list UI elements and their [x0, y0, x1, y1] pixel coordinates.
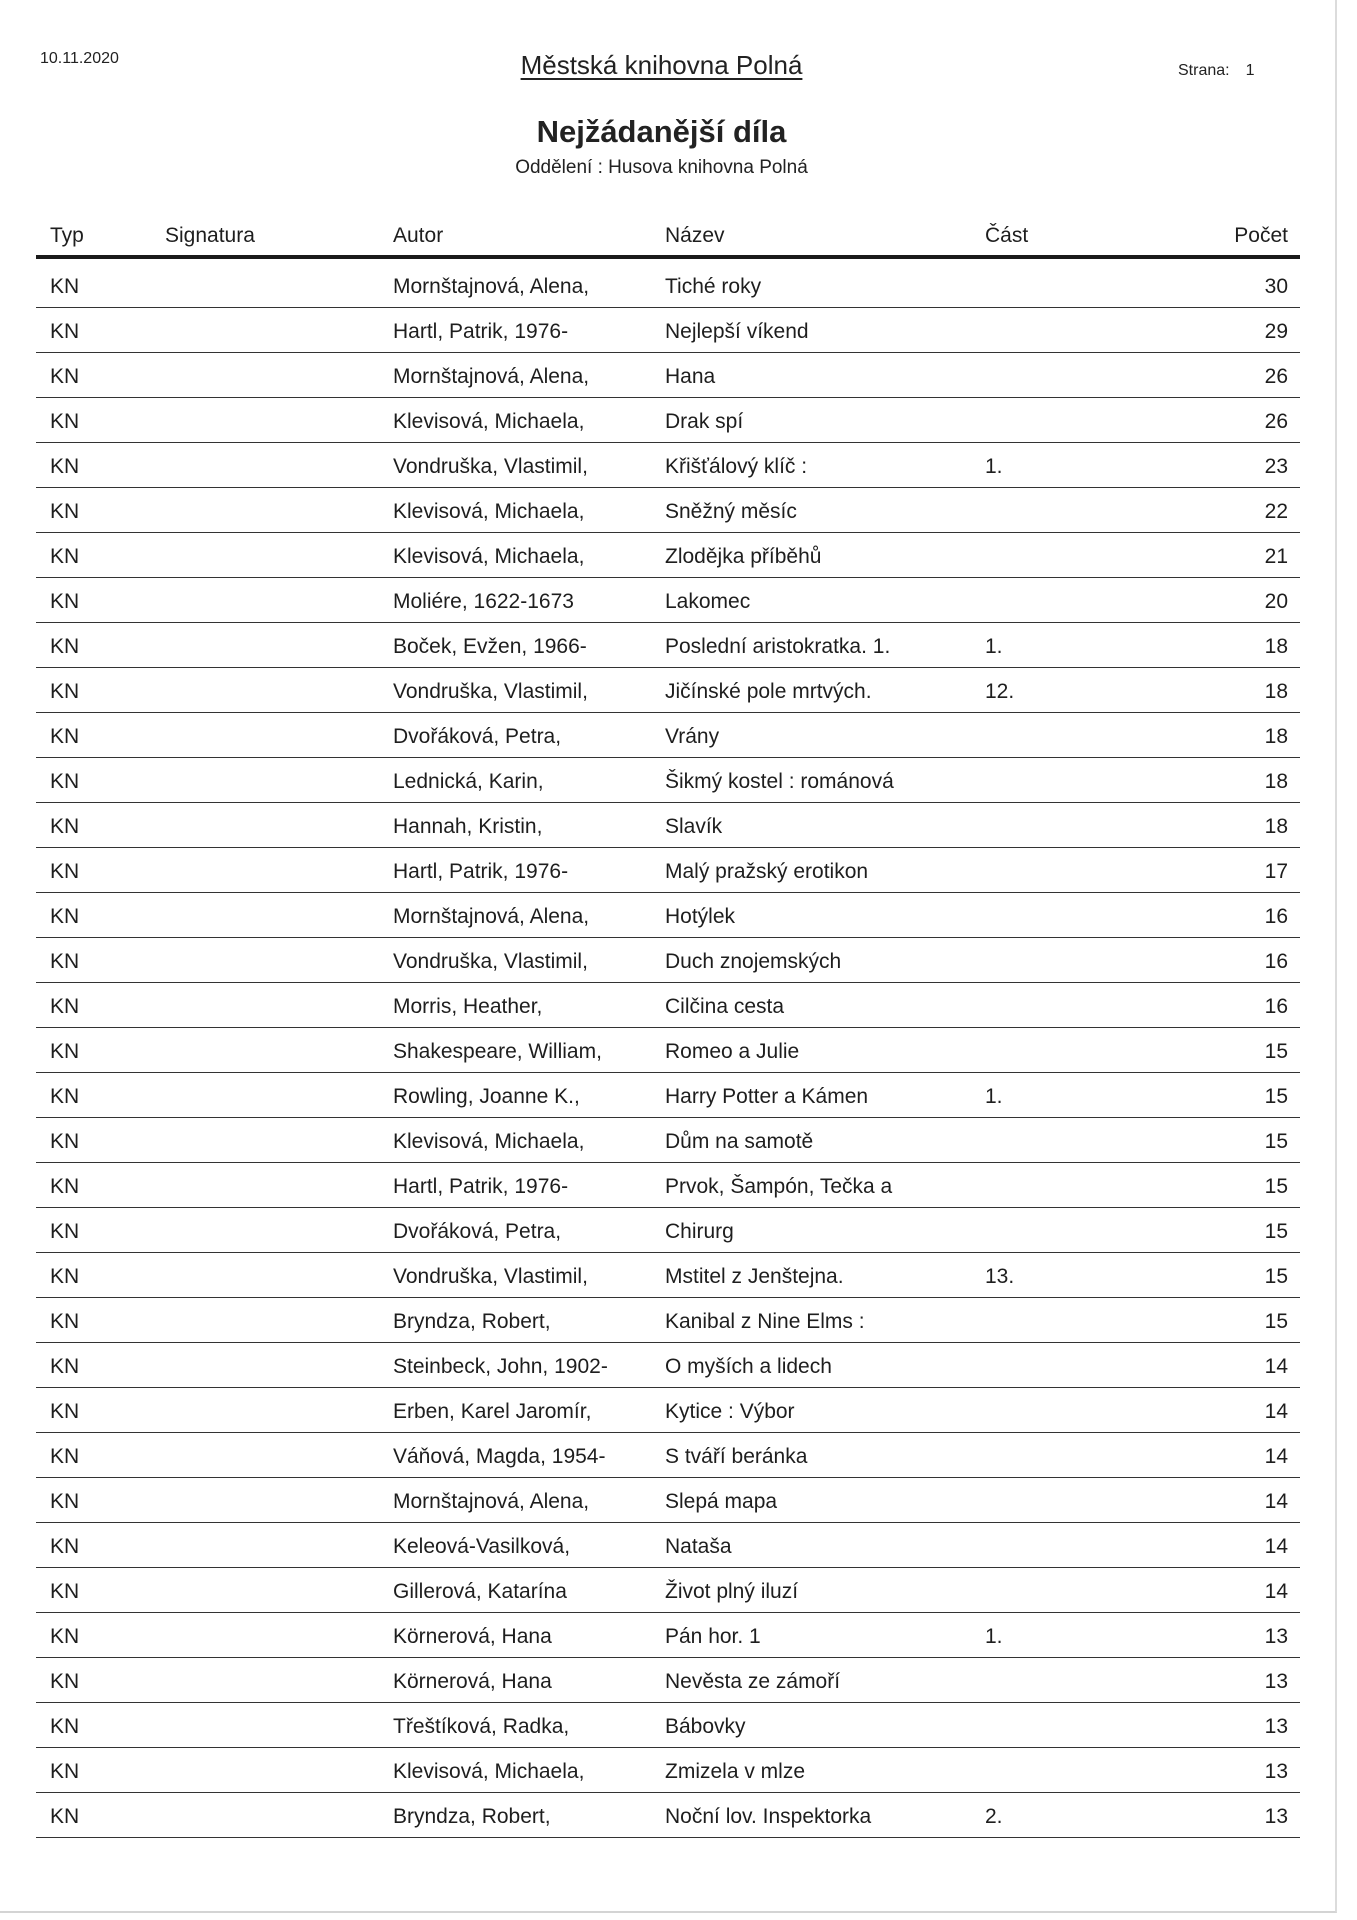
column-header-nazev: Název: [665, 224, 725, 247]
cell-nazev: Nataša: [665, 1534, 732, 1558]
table-row: [36, 308, 1300, 353]
cell-nazev: Nevěsta ze zámoří: [665, 1669, 841, 1693]
column-header-typ: Typ: [50, 224, 84, 247]
cell-pocet: 15: [1264, 1264, 1288, 1288]
cell-autor: Lednická, Karin,: [393, 769, 544, 793]
cell-nazev: Nejlepší víkend: [665, 319, 809, 343]
cell-typ: KN: [50, 1039, 80, 1063]
cell-nazev: Sněžný měsíc: [665, 499, 797, 523]
cell-nazev: Zmizela v mlze: [665, 1759, 806, 1783]
cell-typ: KN: [50, 1489, 80, 1513]
report-date: 10.11.2020: [40, 50, 119, 67]
cell-typ: KN: [50, 589, 80, 613]
cell-typ: KN: [50, 1129, 80, 1153]
table-row: [36, 983, 1300, 1028]
cell-pocet: 13: [1264, 1714, 1288, 1738]
cell-autor: Dvořáková, Petra,: [393, 724, 562, 748]
cell-pocet: 23: [1264, 454, 1288, 478]
cell-pocet: 21: [1264, 544, 1288, 568]
table-row: [36, 1748, 1300, 1793]
cell-nazev: Tiché roky: [665, 274, 762, 298]
cell-cast: 1.: [985, 634, 1003, 658]
cell-nazev: Lakomec: [665, 589, 751, 613]
table-row: [36, 713, 1300, 758]
cell-autor: Hartl, Patrik, 1976-: [393, 319, 569, 343]
cell-pocet: 15: [1264, 1309, 1288, 1333]
table-row: [36, 758, 1300, 803]
cell-pocet: 17: [1264, 859, 1288, 883]
cell-nazev: Dům na samotě: [665, 1129, 814, 1153]
cell-typ: KN: [50, 814, 80, 838]
cell-autor: Hartl, Patrik, 1976-: [393, 859, 569, 883]
cell-autor: Váňová, Magda, 1954-: [393, 1444, 606, 1468]
cell-pocet: 15: [1264, 1219, 1288, 1243]
cell-nazev: Jičínské pole mrtvých.: [665, 679, 872, 703]
cell-autor: Erben, Karel Jaromír,: [393, 1399, 592, 1423]
cell-autor: Morris, Heather,: [393, 994, 543, 1018]
cell-typ: KN: [50, 1624, 80, 1648]
cell-nazev: Harry Potter a Kámen: [665, 1084, 869, 1108]
cell-nazev: Pán hor. 1: [665, 1624, 761, 1648]
cell-typ: KN: [50, 994, 80, 1018]
table-row: [36, 1478, 1300, 1523]
cell-nazev: Malý pražský erotikon: [665, 859, 869, 883]
cell-nazev: Chirurg: [665, 1219, 734, 1243]
cell-pocet: 18: [1264, 769, 1288, 793]
cell-typ: KN: [50, 454, 80, 478]
cell-typ: KN: [50, 679, 80, 703]
table-row: [36, 1388, 1300, 1433]
cell-autor: Klevisová, Michaela,: [393, 1759, 585, 1783]
cell-pocet: 22: [1264, 499, 1288, 523]
cell-cast: 1.: [985, 1084, 1003, 1108]
cell-typ: KN: [50, 859, 80, 883]
cell-autor: Körnerová, Hana: [393, 1669, 552, 1693]
cell-typ: KN: [50, 1444, 80, 1468]
table-row: [36, 578, 1300, 623]
cell-pocet: 15: [1264, 1129, 1288, 1153]
cell-cast: 1.: [985, 454, 1003, 478]
cell-nazev: Slavík: [665, 814, 723, 838]
cell-nazev: S tváří beránka: [665, 1444, 808, 1468]
cell-nazev: Slepá mapa: [665, 1489, 778, 1513]
table-row: [36, 623, 1300, 668]
cell-pocet: 15: [1264, 1174, 1288, 1198]
cell-nazev: Drak spí: [665, 409, 744, 433]
cell-nazev: Kytice : Výbor: [665, 1399, 795, 1423]
cell-nazev: Poslední aristokratka. 1.: [665, 634, 891, 658]
cell-nazev: Noční lov. Inspektorka: [665, 1804, 872, 1828]
cell-nazev: Hotýlek: [665, 904, 736, 928]
cell-nazev: Kanibal z Nine Elms :: [665, 1309, 865, 1333]
cell-pocet: 15: [1264, 1039, 1288, 1063]
table-row: [36, 533, 1300, 578]
cell-autor: Vondruška, Vlastimil,: [393, 454, 588, 478]
table-row: [36, 1568, 1300, 1613]
table-row: [36, 1163, 1300, 1208]
cell-autor: Mornštajnová, Alena,: [393, 364, 590, 388]
cell-pocet: 14: [1264, 1489, 1288, 1513]
cell-nazev: Zlodějka příběhů: [665, 544, 822, 568]
report-subtitle: Oddělení : Husova knihovna Polná: [515, 157, 808, 178]
cell-pocet: 16: [1264, 904, 1288, 928]
cell-pocet: 13: [1264, 1624, 1288, 1648]
cell-nazev: Mstitel z Jenštejna.: [665, 1264, 844, 1288]
table-row: [36, 938, 1300, 983]
cell-autor: Keleová-Vasilková,: [393, 1534, 571, 1558]
page-label: Strana:: [1178, 62, 1230, 79]
cell-typ: KN: [50, 1669, 80, 1693]
table-row: [36, 893, 1300, 938]
cell-nazev: O myších a lidech: [665, 1354, 832, 1378]
column-header-signatura: Signatura: [165, 224, 255, 247]
column-header-pocet: Počet: [1234, 224, 1288, 247]
cell-pocet: 30: [1264, 274, 1288, 298]
cell-typ: KN: [50, 724, 80, 748]
cell-typ: KN: [50, 1219, 80, 1243]
cell-autor: Steinbeck, John, 1902-: [393, 1354, 608, 1378]
cell-autor: Rowling, Joanne K.,: [393, 1084, 580, 1108]
cell-pocet: 18: [1264, 814, 1288, 838]
cell-pocet: 16: [1264, 994, 1288, 1018]
books-table: [36, 222, 1300, 1838]
cell-nazev: Křišťálový klíč :: [665, 454, 808, 478]
cell-autor: Bryndza, Robert,: [393, 1804, 551, 1828]
table-row: [36, 1703, 1300, 1748]
table-row: [36, 1433, 1300, 1478]
cell-pocet: 14: [1264, 1534, 1288, 1558]
cell-pocet: 13: [1264, 1759, 1288, 1783]
cell-autor: Gillerová, Katarína: [393, 1579, 567, 1603]
cell-typ: KN: [50, 1579, 80, 1603]
cell-pocet: 18: [1264, 634, 1288, 658]
cell-typ: KN: [50, 1084, 80, 1108]
cell-cast: 1.: [985, 1624, 1003, 1648]
cell-cast: 2.: [985, 1804, 1003, 1828]
table-row: [36, 848, 1300, 893]
report-title: Nejžádanější díla: [536, 114, 787, 149]
cell-typ: KN: [50, 769, 80, 793]
table-row: [36, 1613, 1300, 1658]
cell-typ: KN: [50, 409, 80, 433]
cell-nazev: Šikmý kostel : románová: [665, 769, 894, 793]
cell-autor: Dvořáková, Petra,: [393, 1219, 562, 1243]
cell-pocet: 16: [1264, 949, 1288, 973]
cell-autor: Hartl, Patrik, 1976-: [393, 1174, 569, 1198]
cell-typ: KN: [50, 1759, 80, 1783]
cell-typ: KN: [50, 274, 80, 298]
cell-typ: KN: [50, 1354, 80, 1378]
cell-pocet: 15: [1264, 1084, 1288, 1108]
cell-autor: Klevisová, Michaela,: [393, 409, 585, 433]
cell-autor: Klevisová, Michaela,: [393, 544, 585, 568]
cell-pocet: 14: [1264, 1354, 1288, 1378]
cell-typ: KN: [50, 499, 80, 523]
cell-typ: KN: [50, 364, 80, 388]
page-number: 1: [1245, 62, 1255, 79]
cell-nazev: Prvok, Šampón, Tečka a: [665, 1174, 893, 1198]
cell-nazev: Hana: [665, 364, 716, 388]
table-row: [36, 1208, 1300, 1253]
cell-pocet: 13: [1264, 1669, 1288, 1693]
cell-typ: KN: [50, 634, 80, 658]
cell-typ: KN: [50, 904, 80, 928]
cell-typ: KN: [50, 1309, 80, 1333]
cell-autor: Třeštíková, Radka,: [393, 1714, 570, 1738]
cell-pocet: 18: [1264, 679, 1288, 703]
cell-pocet: 26: [1264, 409, 1288, 433]
cell-typ: KN: [50, 319, 80, 343]
table-row: [36, 443, 1300, 488]
cell-nazev: Cilčina cesta: [665, 994, 785, 1018]
cell-autor: Mornštajnová, Alena,: [393, 1489, 590, 1513]
cell-cast: 12.: [985, 679, 1015, 703]
cell-typ: KN: [50, 949, 80, 973]
cell-pocet: 26: [1264, 364, 1288, 388]
table-row: [36, 259, 1300, 308]
library-name-text: Městská knihovna Polná: [520, 50, 803, 80]
cell-autor: Vondruška, Vlastimil,: [393, 949, 588, 973]
table-row: [36, 1343, 1300, 1388]
cell-autor: Vondruška, Vlastimil,: [393, 1264, 588, 1288]
cell-typ: KN: [50, 1804, 80, 1828]
cell-pocet: 18: [1264, 724, 1288, 748]
cell-nazev: Vrány: [665, 724, 720, 748]
cell-pocet: 14: [1264, 1444, 1288, 1468]
cell-autor: Hannah, Kristin,: [393, 814, 543, 838]
cell-autor: Shakespeare, William,: [393, 1039, 602, 1063]
cell-pocet: 13: [1264, 1804, 1288, 1828]
cell-typ: KN: [50, 1714, 80, 1738]
table-row: [36, 1073, 1300, 1118]
table-row: [36, 1028, 1300, 1073]
cell-pocet: 29: [1264, 319, 1288, 343]
column-header-cast: Část: [985, 224, 1029, 247]
cell-autor: Mornštajnová, Alena,: [393, 274, 590, 298]
cell-typ: KN: [50, 544, 80, 568]
cell-nazev: Romeo a Julie: [665, 1039, 800, 1063]
table-body: [36, 259, 1300, 1838]
cell-nazev: Duch znojemských: [665, 949, 842, 973]
cell-nazev: Život plný iluzí: [665, 1579, 799, 1603]
cell-nazev: Bábovky: [665, 1714, 746, 1738]
cell-autor: Mornštajnová, Alena,: [393, 904, 590, 928]
cell-autor: Körnerová, Hana: [393, 1624, 552, 1648]
cell-pocet: 14: [1264, 1399, 1288, 1423]
column-header-autor: Autor: [393, 224, 444, 247]
library-name: [0, 50, 1323, 81]
table-row: [36, 1118, 1300, 1163]
table-row: [36, 803, 1300, 848]
cell-autor: Klevisová, Michaela,: [393, 499, 585, 523]
cell-typ: KN: [50, 1264, 80, 1288]
cell-autor: Vondruška, Vlastimil,: [393, 679, 588, 703]
cell-typ: KN: [50, 1534, 80, 1558]
table-row: [36, 668, 1300, 713]
cell-typ: KN: [50, 1174, 80, 1198]
cell-autor: Bryndza, Robert,: [393, 1309, 551, 1333]
cell-typ: KN: [50, 1399, 80, 1423]
cell-autor: Moliére, 1622-1673: [393, 589, 574, 613]
table-row: [36, 1658, 1300, 1703]
table-row: [36, 353, 1300, 398]
table-row: [36, 1253, 1300, 1298]
cell-cast: 13.: [985, 1264, 1015, 1288]
cell-pocet: 14: [1264, 1579, 1288, 1603]
table-header: [36, 222, 1300, 259]
cell-autor: Boček, Evžen, 1966-: [393, 634, 587, 658]
table-row: [36, 398, 1300, 443]
cell-pocet: 20: [1264, 589, 1288, 613]
table-row: [36, 1298, 1300, 1343]
page-info: [1178, 62, 1255, 80]
table-row: [36, 1793, 1300, 1838]
table-row: [36, 1523, 1300, 1568]
table-row: [36, 488, 1300, 533]
cell-autor: Klevisová, Michaela,: [393, 1129, 585, 1153]
